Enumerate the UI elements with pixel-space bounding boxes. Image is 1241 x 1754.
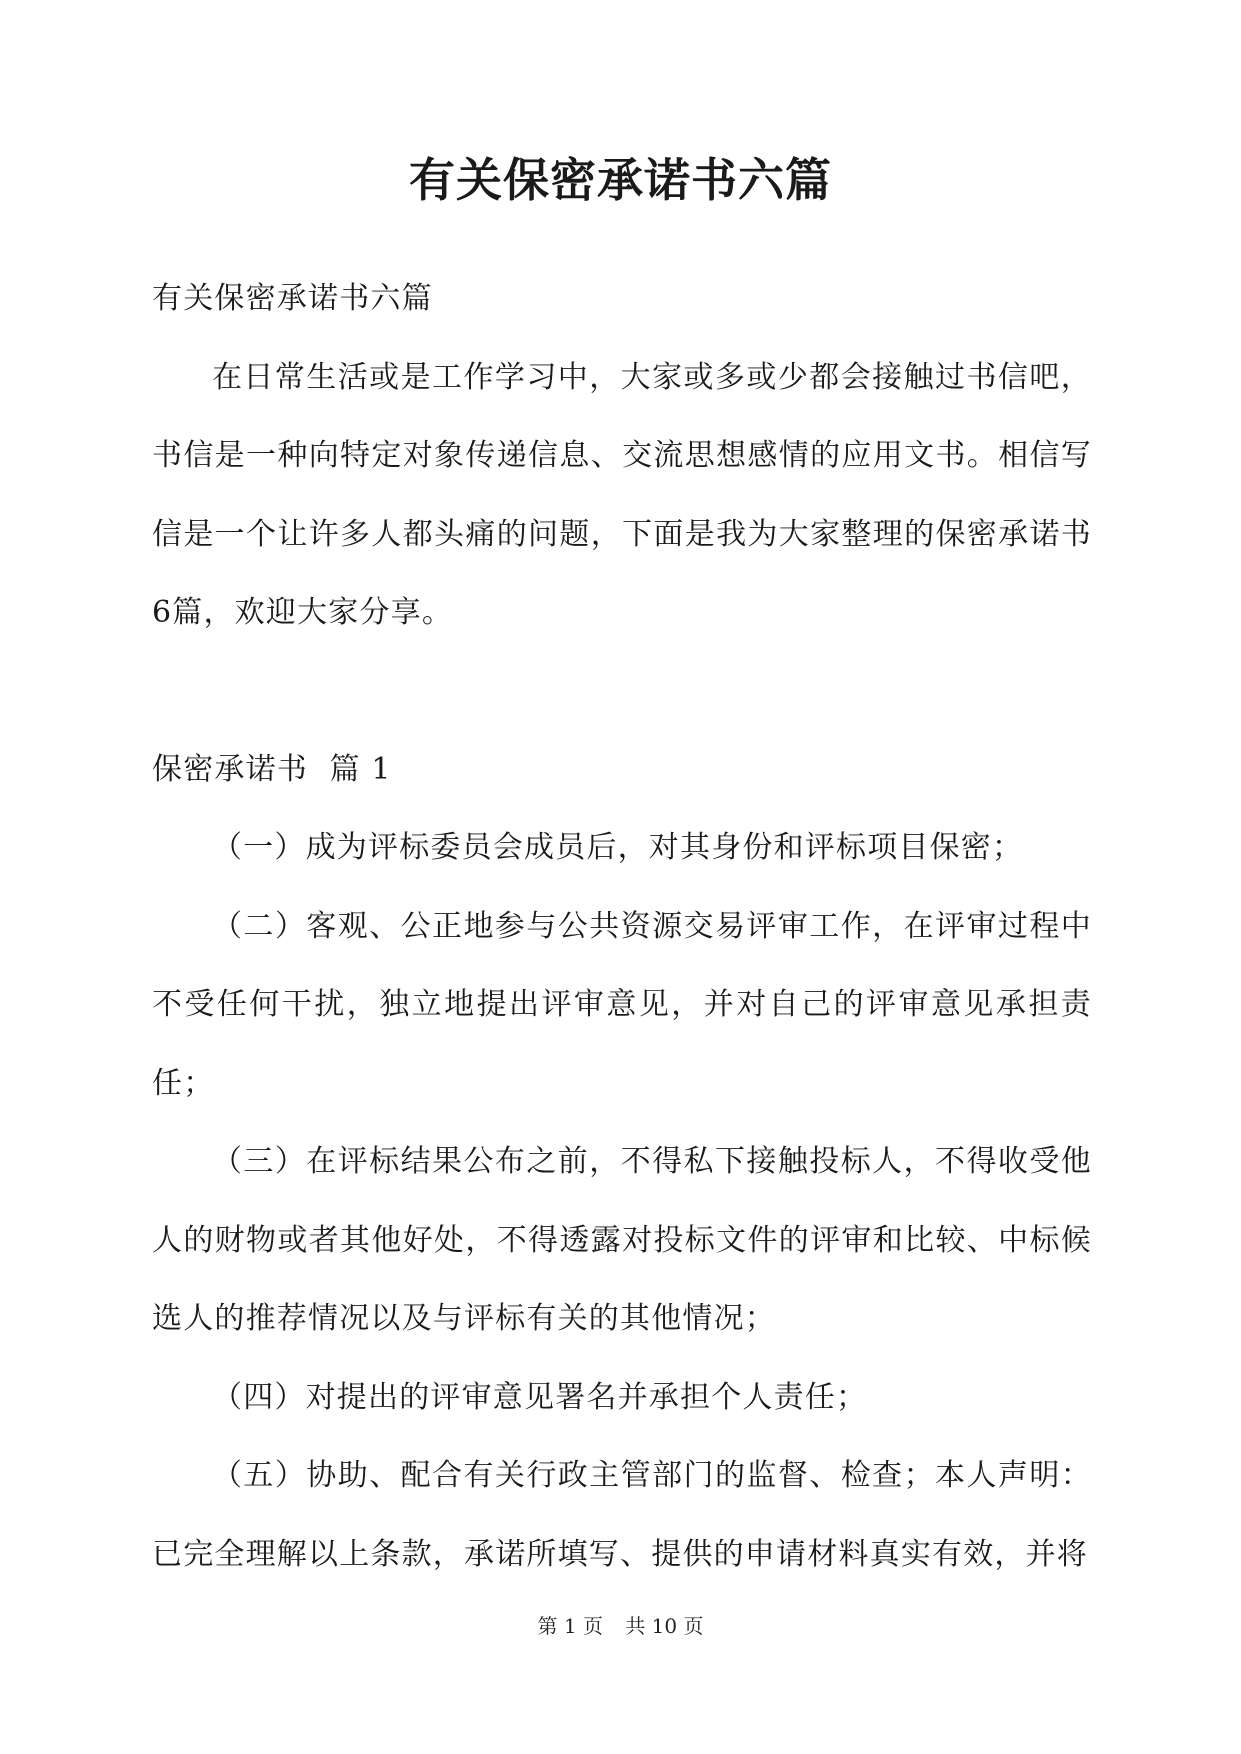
paragraph-gap	[152, 653, 1092, 731]
clause-3: （三）在评标结果公布之前，不得私下接触投标人，不得收受他人的财物或者其他好处，不得透露对投标文件的评审和比较、中标候选人的推荐情况以及与评标有关的其他情况；	[152, 1144, 1092, 1336]
page-total: 共 10 页	[625, 1614, 704, 1638]
document-body	[152, 260, 1092, 1594]
clause-5: （五）协助、配合有关行政主管部门的监督、检查；本人声明：已完全理解以上条款，承诺所填写、提供的申请材料真实有效，并将	[152, 1458, 1092, 1572]
subtitle-line: 有关保密承诺书六篇	[152, 281, 433, 316]
clause-2: （二）客观、公正地参与公共资源交易评审工作，在评审过程中不受任何干扰，独立地提出评审意见，并对自己的评审意见承担责任；	[152, 908, 1092, 1101]
page-footer	[0, 1613, 1241, 1639]
clause-4: （四）对提出的评审意见署名并承担个人责任；	[212, 1379, 868, 1415]
document-title: 有关保密承诺书六篇	[409, 153, 832, 207]
section-heading: 保密承诺书 篇 1	[152, 751, 392, 787]
intro-paragraph: 在日常生活或是工作学习中，大家或多或少都会接触过书信吧，书信是一种向特定对象传递信息、交流思想感情的应用文书。相信写信是一个让许多人都头痛的问题，下面是我为大家整理的保密承诺书6篇，欢迎大家分享。	[152, 359, 1092, 630]
clause-1: （一）成为评标委员会成员后，对其身份和评标项目保密；	[212, 830, 1024, 865]
page-number: 第 1 页	[537, 1614, 603, 1638]
